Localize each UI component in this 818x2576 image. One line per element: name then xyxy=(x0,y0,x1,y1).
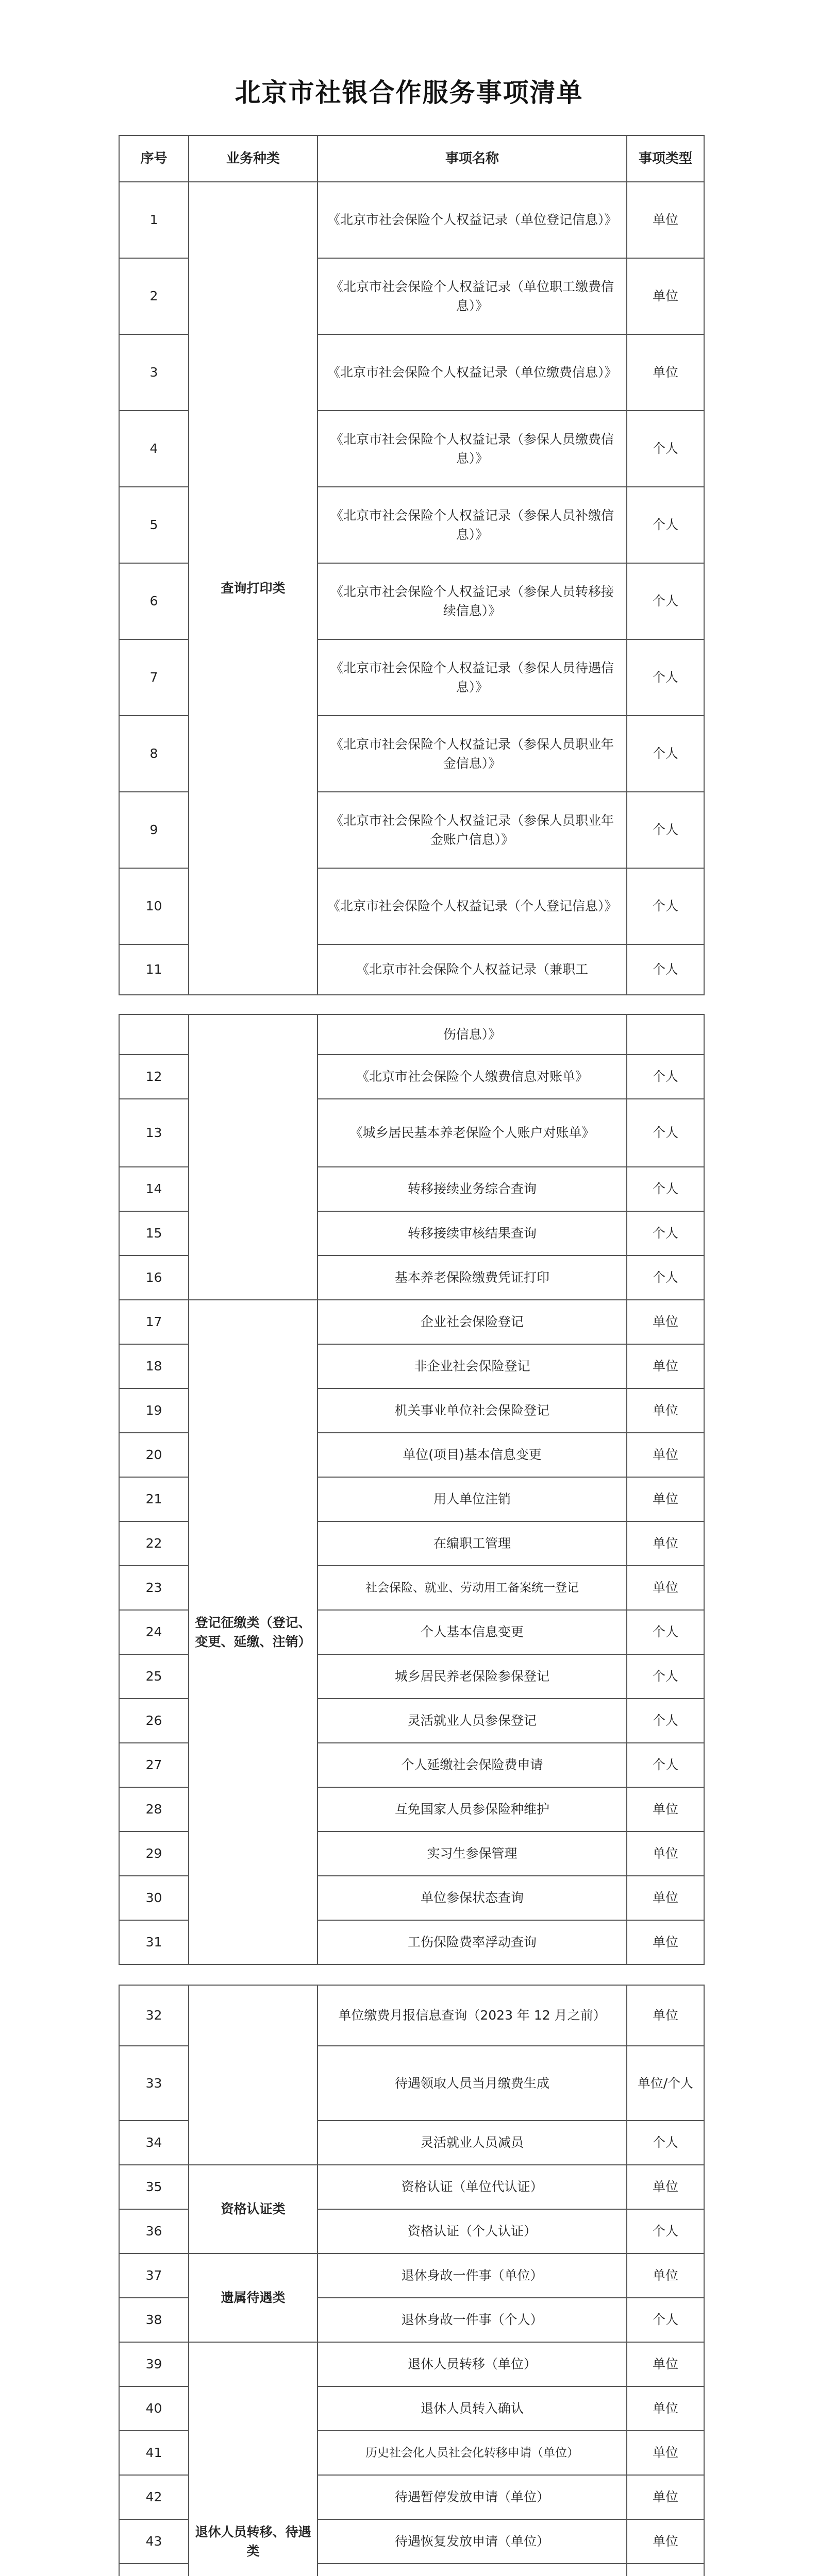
row-type: 单位 xyxy=(627,1920,704,1964)
row-name: 单位缴费月报信息查询（2023 年 12 月之前） xyxy=(318,1985,627,2046)
row-type: 个人 xyxy=(627,1610,704,1654)
row-no: 12 xyxy=(119,1055,189,1099)
row-type: 个人 xyxy=(627,1256,704,1300)
row-no: 20 xyxy=(119,1433,189,1477)
row-no: 25 xyxy=(119,1654,189,1699)
row-no: 19 xyxy=(119,1388,189,1433)
row-no: 14 xyxy=(119,1167,189,1211)
row-name: 《北京市社会保险个人权益记录（参保人员补缴信息）》 xyxy=(318,487,627,563)
row-no: 38 xyxy=(119,2298,189,2342)
row-type xyxy=(627,2564,704,2576)
row-no: 16 xyxy=(119,1256,189,1300)
row-type: 单位 xyxy=(627,2386,704,2431)
row-name: 退休人员转移（单位） xyxy=(318,2342,627,2386)
row-no: 23 xyxy=(119,1566,189,1610)
row-no: 26 xyxy=(119,1699,189,1743)
row-type: 个人 xyxy=(627,2121,704,2165)
service-table-page-1 xyxy=(119,135,705,995)
category-cell: 资格认证类 xyxy=(189,2165,318,2253)
row-name: 退休人员转入确认 xyxy=(318,2386,627,2431)
row-type: 个人 xyxy=(627,1099,704,1167)
category-cell xyxy=(189,1014,318,1300)
row-no: 31 xyxy=(119,1920,189,1964)
row-name: 实习生参保管理 xyxy=(318,1832,627,1876)
row-no: 30 xyxy=(119,1876,189,1920)
row-type: 个人 xyxy=(627,563,704,639)
row-type: 个人 xyxy=(627,2298,704,2342)
row-name: 社会保险、就业、劳动用工备案统一登记 xyxy=(318,1566,627,1610)
row-name: 个人基本信息变更 xyxy=(318,1610,627,1654)
row-type: 单位 xyxy=(627,1433,704,1477)
row-no: 1 xyxy=(119,182,189,258)
continuation-row xyxy=(119,1014,704,1055)
row-type: 单位 xyxy=(627,1787,704,1832)
row-no: 41 xyxy=(119,2431,189,2475)
row-name: 伤信息）》 xyxy=(318,1014,627,1055)
table-row xyxy=(119,1300,704,1344)
row-no: 35 xyxy=(119,2165,189,2209)
category-cell: 遗属待遇类 xyxy=(189,2253,318,2342)
row-type: 单位 xyxy=(627,2431,704,2475)
row-no: 15 xyxy=(119,1211,189,1256)
row-no: 39 xyxy=(119,2342,189,2386)
row-name: 《北京市社会保险个人权益记录（单位缴费信息）》 xyxy=(318,334,627,411)
row-name: 《北京市社会保险个人权益记录（兼职工 xyxy=(318,944,627,995)
row-no: 13 xyxy=(119,1099,189,1167)
row-type: 单位 xyxy=(627,2253,704,2298)
row-type: 个人 xyxy=(627,716,704,792)
row-type: 个人 xyxy=(627,487,704,563)
service-table-page-2 xyxy=(119,1014,705,1965)
row-name: 灵活就业人员减员 xyxy=(318,2121,627,2165)
row-name xyxy=(318,2564,627,2576)
row-name: 企业社会保险登记 xyxy=(318,1300,627,1344)
row-type: 个人 xyxy=(627,944,704,995)
row-name: 用人单位注销 xyxy=(318,1477,627,1521)
row-no: 37 xyxy=(119,2253,189,2298)
row-no: 22 xyxy=(119,1521,189,1566)
row-type: 个人 xyxy=(627,1211,704,1256)
row-type: 个人 xyxy=(627,868,704,944)
row-name: 工伤保险费率浮动查询 xyxy=(318,1920,627,1964)
row-no: 4 xyxy=(119,411,189,487)
row-no: 17 xyxy=(119,1300,189,1344)
row-type: 单位 xyxy=(627,1300,704,1344)
row-no: 18 xyxy=(119,1344,189,1388)
header-no: 序号 xyxy=(119,135,189,182)
row-no xyxy=(119,2564,189,2576)
row-name: 《北京市社会保险个人权益记录（参保人员缴费信息）》 xyxy=(318,411,627,487)
row-name: 退休身故一件事（个人） xyxy=(318,2298,627,2342)
row-name: 资格认证（单位代认证） xyxy=(318,2165,627,2209)
category-cell xyxy=(189,1985,318,2165)
row-name: 机关事业单位社会保险登记 xyxy=(318,1388,627,1433)
table-row xyxy=(119,2342,704,2386)
row-name: 《北京市社会保险个人权益记录（个人登记信息）》 xyxy=(318,868,627,944)
service-table-page-3 xyxy=(119,1985,705,2576)
row-name: 转移接续业务综合查询 xyxy=(318,1167,627,1211)
row-no: 3 xyxy=(119,334,189,411)
row-name: 非企业社会保险登记 xyxy=(318,1344,627,1388)
page-title: 北京市社银合作服务事项清单 xyxy=(235,78,583,108)
row-name: 资格认证（个人认证） xyxy=(318,2209,627,2253)
row-type: 单位 xyxy=(627,2519,704,2564)
row-no: 34 xyxy=(119,2121,189,2165)
row-name: 城乡居民养老保险参保登记 xyxy=(318,1654,627,1699)
row-type: 单位 xyxy=(627,1985,704,2046)
table-header-row xyxy=(119,135,704,182)
row-name: 基本养老保险缴费凭证打印 xyxy=(318,1256,627,1300)
row-no: 40 xyxy=(119,2386,189,2431)
row-type: 个人 xyxy=(627,1699,704,1743)
row-type: 个人 xyxy=(627,639,704,716)
row-name: 《北京市社会保险个人权益记录（参保人员职业年金信息）》 xyxy=(318,716,627,792)
row-name: 待遇领取人员当月缴费生成 xyxy=(318,2046,627,2121)
row-type: 单位 xyxy=(627,1832,704,1876)
row-type: 单位/个人 xyxy=(627,2046,704,2121)
row-no: 10 xyxy=(119,868,189,944)
row-no: 36 xyxy=(119,2209,189,2253)
row-no: 2 xyxy=(119,258,189,334)
header-type: 事项类型 xyxy=(627,135,704,182)
row-name: 退休身故一件事（单位） xyxy=(318,2253,627,2298)
row-type: 单位 xyxy=(627,258,704,334)
table-row xyxy=(119,2253,704,2298)
header-name: 事项名称 xyxy=(318,135,627,182)
category-cell: 登记征缴类（登记、变更、延缴、注销） xyxy=(189,1300,318,1964)
row-no: 32 xyxy=(119,1985,189,2046)
row-no: 7 xyxy=(119,639,189,716)
row-no: 24 xyxy=(119,1610,189,1654)
row-no: 11 xyxy=(119,944,189,995)
row-no: 29 xyxy=(119,1832,189,1876)
row-name: 《城乡居民基本养老保险个人账户对账单》 xyxy=(318,1099,627,1167)
category-cell: 退休人员转移、待遇类 xyxy=(189,2342,318,2576)
row-no: 8 xyxy=(119,716,189,792)
row-name: 灵活就业人员参保登记 xyxy=(318,1699,627,1743)
row-name: 《北京市社会保险个人权益记录（参保人员职业年金账户信息）》 xyxy=(318,792,627,868)
row-type: 单位 xyxy=(627,1876,704,1920)
row-no: 33 xyxy=(119,2046,189,2121)
row-no: 42 xyxy=(119,2475,189,2519)
row-name: 待遇恢复发放申请（单位） xyxy=(318,2519,627,2564)
row-type: 个人 xyxy=(627,411,704,487)
table-row xyxy=(119,182,704,258)
row-no: 27 xyxy=(119,1743,189,1787)
row-type: 个人 xyxy=(627,1743,704,1787)
row-type: 个人 xyxy=(627,792,704,868)
row-type: 单位 xyxy=(627,182,704,258)
row-name: 转移接续审核结果查询 xyxy=(318,1211,627,1256)
row-type: 个人 xyxy=(627,1055,704,1099)
row-type: 单位 xyxy=(627,2342,704,2386)
table-row xyxy=(119,2165,704,2209)
row-type: 单位 xyxy=(627,1344,704,1388)
row-no: 21 xyxy=(119,1477,189,1521)
row-name: 单位参保状态查询 xyxy=(318,1876,627,1920)
row-no: 6 xyxy=(119,563,189,639)
row-type: 单位 xyxy=(627,1566,704,1610)
row-type: 个人 xyxy=(627,1654,704,1699)
row-type: 单位 xyxy=(627,334,704,411)
row-no: 5 xyxy=(119,487,189,563)
row-name: 在编职工管理 xyxy=(318,1521,627,1566)
row-name: 待遇暂停发放申请（单位） xyxy=(318,2475,627,2519)
row-name: 互免国家人员参保险种维护 xyxy=(318,1787,627,1832)
row-name: 《北京市社会保险个人权益记录（单位登记信息）》 xyxy=(318,182,627,258)
category-cell: 查询打印类 xyxy=(189,182,318,995)
row-type: 个人 xyxy=(627,1167,704,1211)
row-type: 单位 xyxy=(627,1521,704,1566)
row-name: 《北京市社会保险个人权益记录（单位职工缴费信息）》 xyxy=(318,258,627,334)
row-name: 《北京市社会保险个人权益记录（参保人员待遇信息）》 xyxy=(318,639,627,716)
row-no: 28 xyxy=(119,1787,189,1832)
row-name: 个人延缴社会保险费申请 xyxy=(318,1743,627,1787)
row-name: 历史社会化人员社会化转移申请（单位） xyxy=(318,2431,627,2475)
row-type: 单位 xyxy=(627,2475,704,2519)
row-type: 单位 xyxy=(627,1388,704,1433)
row-name: 单位(项目)基本信息变更 xyxy=(318,1433,627,1477)
header-category: 业务种类 xyxy=(189,135,318,182)
row-type: 单位 xyxy=(627,1477,704,1521)
row-no: 9 xyxy=(119,792,189,868)
row-type: 个人 xyxy=(627,2209,704,2253)
row-name: 《北京市社会保险个人缴费信息对账单》 xyxy=(318,1055,627,1099)
row-no: 43 xyxy=(119,2519,189,2564)
row-type: 单位 xyxy=(627,2165,704,2209)
row-name: 《北京市社会保险个人权益记录（参保人员转移接续信息）》 xyxy=(318,563,627,639)
table-row xyxy=(119,1985,704,2046)
